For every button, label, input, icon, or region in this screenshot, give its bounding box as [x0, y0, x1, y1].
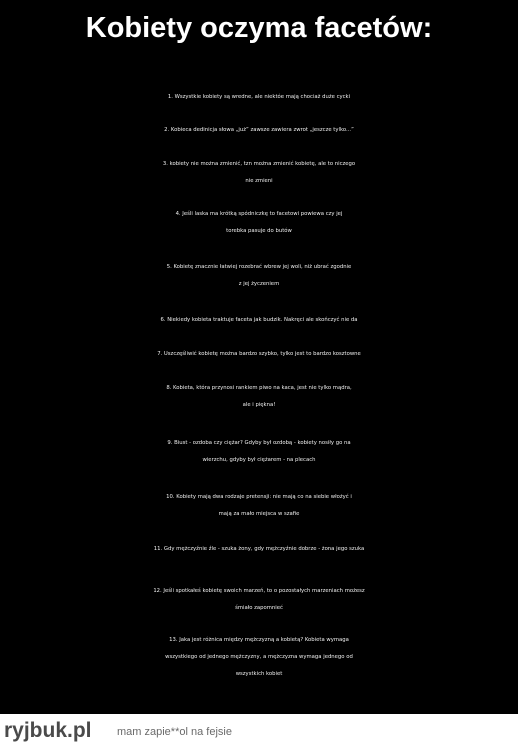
list-item-line: wszystkich kobiet: [235, 671, 283, 677]
list-item-13: [4, 632, 514, 683]
list-item-line: 6. Niekiedy kobieta traktuje faceta jak budzik. Nakręci ale skończyć nie da: [160, 317, 358, 323]
list-item-2: [4, 122, 514, 139]
list-item-line: nie zmieni: [245, 178, 273, 184]
list-item-line: 4. Jeśli laska ma krótką spódniczkę to facetowi powiewa czy jej: [175, 211, 343, 217]
list-item-line: ale i piękna!: [242, 402, 276, 408]
list-item-9: [4, 435, 514, 469]
list-item-12: [4, 583, 514, 617]
list-item-line: 9. Biust - ozdoba czy ciężar? Gdyby był ozdobą - kobiety nosiły go na: [167, 440, 351, 446]
list-item-line: 11. Gdy mężczyźnie źle - szuka żony, gdy mężczyźnie dobrze - żona jego szuka: [153, 546, 365, 552]
list-item-line: śmiało zapomnieć: [235, 605, 283, 611]
list-item-line: 2. Kobieca dedinicja słowa „już” zawsze zawiera zwrot „jeszcze tylko...”: [164, 127, 354, 133]
list-item-line: z jej życzeniem: [238, 281, 280, 287]
list-item-1: [4, 89, 514, 106]
list-item-line: 12. Jeśli spotkałeś kobietę swoich marzeń, to o pozostałych marzeniach możesz: [153, 588, 365, 594]
list-item-10: [4, 489, 514, 523]
list-item-3: [4, 156, 514, 190]
list-item-line: mają za mało miejsca w szafie: [218, 511, 300, 517]
site-logo: ryjbuk.pl: [4, 719, 92, 742]
list-item-6: [4, 312, 514, 329]
list-item-line: wszystkiego od jednego mężczyzny, a mężczyzna wymaga jednego od: [165, 654, 353, 660]
list-item-line: 13. Jaka jest różnica między mężczyzną a kobietą? Kobieta wymaga: [169, 637, 349, 643]
list-item-line: 3. kobiety nie można zmienić, tzn można zmienić kobietę, ale to niczego: [162, 161, 356, 167]
footer-bar: [0, 714, 518, 750]
list-item-line: 7. Uszczęśliwić kobietę można bardzo szybko, tylko jest to bardzo kosztowne: [157, 351, 361, 357]
list-item-line: 8. Kobieta, która przynosi rankiem piwo na kaca, jest nie tylko mądra,: [166, 385, 352, 391]
page-title: Kobiety oczyma facetów:: [85, 12, 433, 44]
list-item-11: [4, 541, 514, 558]
list-item-7: [4, 346, 514, 363]
list-item-line: 5. Kobietę znacznie łatwiej rozebrać wbrew jej woli, niż ubrać zgodnie: [166, 264, 352, 270]
list-item-line: 10. Kobiety mają dwa rodzaje pretensji: nie mają co na siebie włożyć i: [166, 494, 352, 500]
list-item-line: wierzchu, gdyby był ciężarem - na plecach: [202, 457, 316, 463]
footer-tagline: mam zapie**ol na fejsie: [117, 726, 232, 738]
list-item-5: [4, 259, 514, 293]
list-item-line: 1. Wszystkie kobiety są wredne, ale niektóe mają chociaż duże cycki: [167, 94, 351, 100]
list-item-line: torebka pasuje do butów: [226, 228, 292, 234]
list-item-4: [4, 206, 514, 240]
list-item-8: [4, 380, 514, 414]
